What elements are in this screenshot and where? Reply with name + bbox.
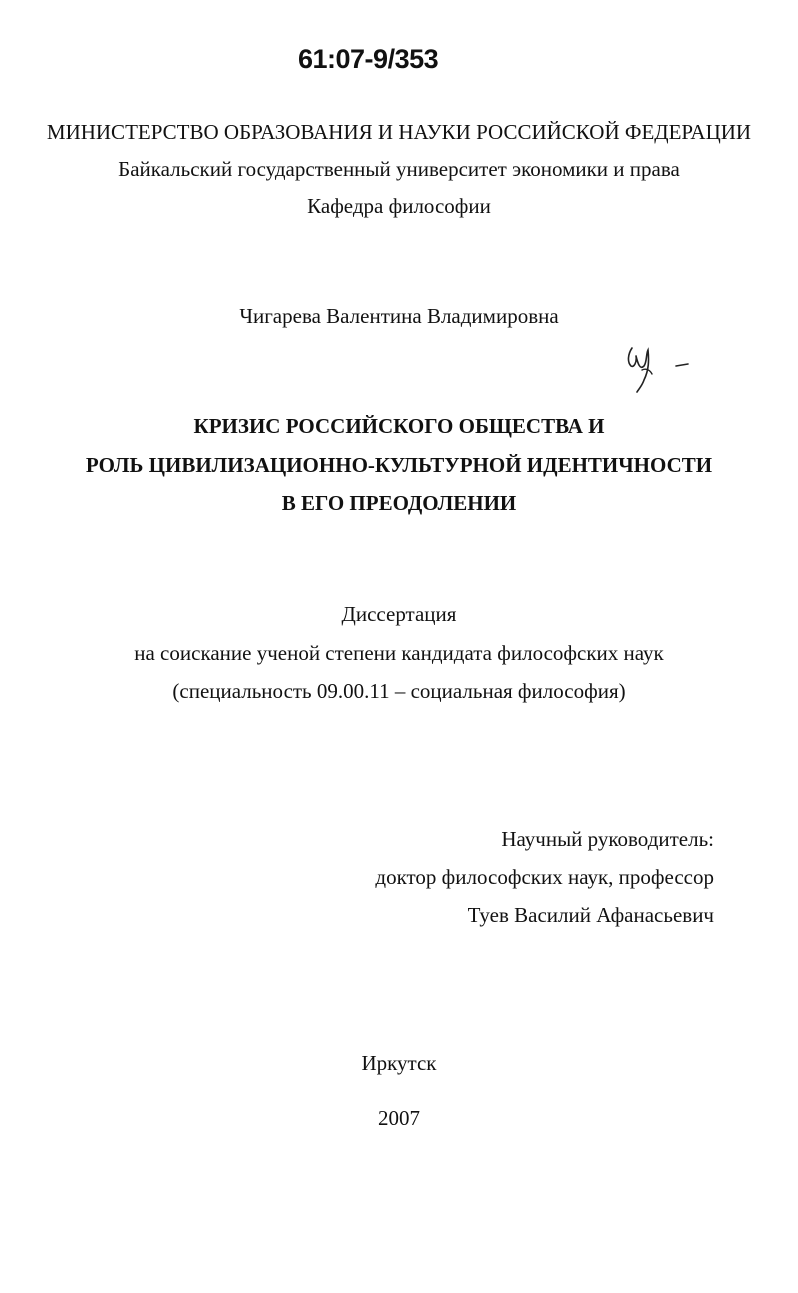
year: 2007 (378, 1106, 420, 1130)
title-line-1: КРИЗИС РОССИЙСКОГО ОБЩЕСТВА И (193, 414, 605, 438)
handwritten-signature (622, 340, 692, 400)
author-name: Чигарева Валентина Владимировна (239, 304, 559, 328)
work-type: Диссертация (341, 602, 457, 626)
title-line-3: В ЕГО ПРЕОДОЛЕНИИ (281, 491, 517, 515)
specialty-line: (специальность 09.00.11 – социальная философия) (172, 679, 626, 703)
supervisor-name: Туев Василий Афанасьевич (467, 903, 714, 927)
degree-line: на соискание ученой степени кандидата философских наук (134, 641, 664, 665)
archive-code: 61:07-9/353 (298, 44, 439, 74)
department-line: Кафедра философии (307, 194, 491, 218)
title-line-2: РОЛЬ ЦИВИЛИЗАЦИОННО-КУЛЬТУРНОЙ ИДЕНТИЧНОСТИ (85, 453, 713, 477)
supervisor-credentials: доктор философских наук, профессор (375, 865, 714, 889)
supervisor-label: Научный руководитель: (501, 827, 714, 851)
university-line: Байкальский государственный университет экономики и права (118, 157, 680, 181)
ministry-line: МИНИСТЕРСТВО ОБРАЗОВАНИЯ И НАУКИ РОССИЙСКОЙ ФЕДЕРАЦИИ (46, 120, 752, 144)
city: Иркутск (361, 1051, 437, 1075)
